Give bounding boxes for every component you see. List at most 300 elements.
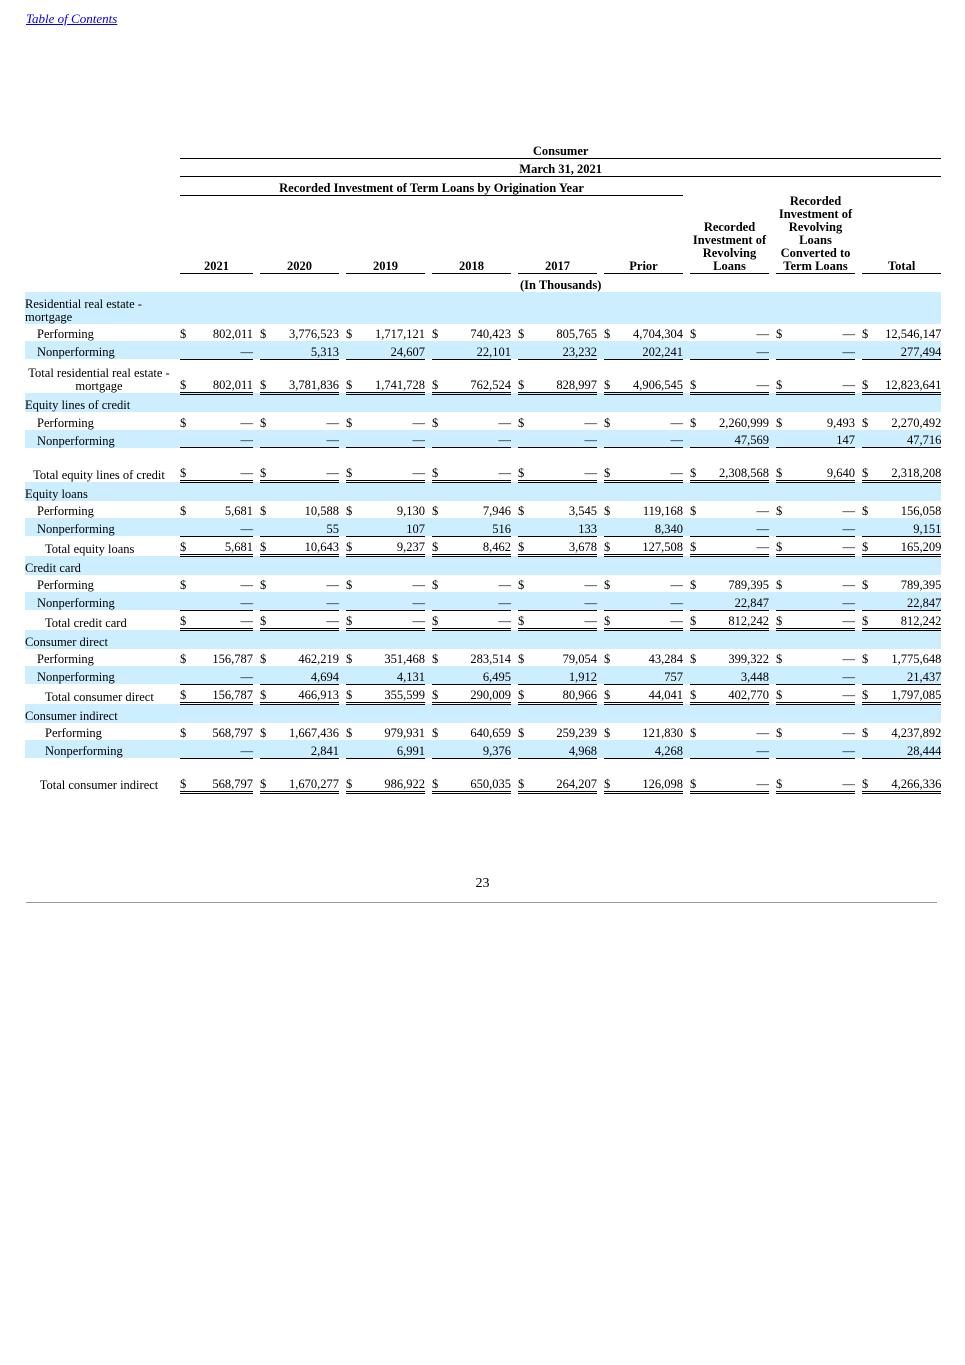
currency-symbol: $ [432, 536, 445, 556]
currency-symbol: $ [180, 327, 187, 341]
cell-value: — [359, 430, 425, 448]
cell-value: 202,241 [617, 341, 683, 359]
currency-symbol: $ [862, 448, 875, 482]
cell-value: 812,242 [703, 610, 769, 630]
cell-value: 812,242 [875, 610, 941, 630]
column-header: 2017 [518, 195, 597, 274]
currency-symbol: $ [180, 652, 187, 666]
currency-symbol [518, 592, 531, 610]
cell-value: — [703, 341, 769, 359]
currency-symbol: $ [690, 726, 697, 740]
cell-value: 10,643 [273, 536, 339, 556]
cell-value: 156,058 [900, 504, 942, 518]
currency-symbol [690, 666, 703, 684]
section-header-row [25, 393, 941, 412]
cell-value: — [531, 448, 597, 482]
cell-value: 3,678 [531, 536, 597, 556]
cell-value: — [193, 448, 253, 482]
cell-value: 9,493 [826, 415, 855, 430]
cell-value: 47,569 [703, 430, 769, 448]
header-row-segment [25, 140, 941, 158]
currency-symbol: $ [518, 415, 525, 430]
currency-symbol [776, 341, 789, 359]
currency-symbol: $ [180, 684, 193, 704]
cell-value: — [789, 740, 855, 758]
currency-symbol: $ [776, 578, 783, 592]
currency-symbol: $ [862, 652, 869, 666]
cell-value: — [703, 740, 769, 758]
currency-symbol [604, 341, 617, 359]
cell-value: — [445, 430, 511, 448]
currency-symbol: $ [776, 652, 783, 666]
currency-symbol: $ [432, 684, 445, 704]
cell-value: — [670, 415, 683, 430]
currency-symbol [180, 740, 193, 758]
currency-symbol: $ [690, 578, 697, 592]
column-header: 2021 [180, 195, 253, 274]
currency-symbol: $ [690, 610, 703, 630]
header-row-group [25, 177, 941, 196]
table-of-contents-link[interactable]: Table of Contents [26, 11, 118, 26]
period-date: March 31, 2021 [180, 158, 941, 177]
total-row [25, 610, 941, 630]
cell-value: — [703, 359, 769, 393]
nonperforming-row [25, 518, 941, 536]
currency-symbol [518, 666, 531, 684]
currency-symbol: $ [604, 758, 617, 792]
cell-value: — [789, 359, 855, 393]
cell-value: 79,054 [562, 652, 597, 666]
row-label: Nonperforming [25, 430, 173, 448]
cell-value: 290,009 [445, 684, 511, 704]
cell-value: 147 [789, 430, 855, 448]
currency-symbol: $ [604, 504, 611, 518]
cell-value: — [412, 578, 425, 592]
currency-symbol: $ [260, 327, 267, 341]
cell-value: — [193, 518, 253, 536]
cell-value: — [789, 592, 855, 610]
section-header-row [25, 704, 941, 723]
cell-value: 10,588 [304, 504, 339, 518]
cell-value: 23,232 [531, 341, 597, 359]
performing-row [25, 723, 941, 741]
currency-symbol: $ [604, 359, 617, 393]
cell-value: 351,468 [384, 652, 425, 666]
cell-value: 4,131 [359, 666, 425, 684]
cell-value: 22,101 [445, 341, 511, 359]
cell-value: 2,841 [273, 740, 339, 758]
cell-value: — [193, 740, 253, 758]
section-header-row [25, 482, 941, 501]
term-loans-group-title: Recorded Investment of Term Loans by Origination Year [180, 177, 683, 196]
cell-value: 4,237,892 [891, 726, 942, 740]
cell-value: 12,823,641 [875, 359, 941, 393]
currency-symbol: $ [180, 359, 193, 393]
currency-symbol: $ [346, 684, 359, 704]
currency-symbol: $ [862, 684, 875, 704]
row-label: Nonperforming [25, 341, 173, 359]
currency-symbol: $ [862, 726, 869, 740]
currency-symbol [260, 592, 273, 610]
cell-value: 22,847 [703, 592, 769, 610]
currency-symbol: $ [604, 684, 617, 704]
cell-value: 3,545 [568, 504, 597, 518]
cell-value: 1,797,085 [875, 684, 941, 704]
total-row [25, 448, 941, 482]
currency-symbol: $ [518, 578, 525, 592]
cell-value: — [789, 536, 855, 556]
currency-symbol: $ [346, 415, 353, 430]
cell-value: 9,237 [359, 536, 425, 556]
row-label: Total residential real estate - mortgage [28, 366, 170, 393]
cell-value: 3,776,523 [289, 327, 339, 341]
currency-symbol [776, 430, 789, 448]
cell-value: 44,041 [617, 684, 683, 704]
cell-value: — [240, 578, 253, 592]
currency-symbol [346, 666, 359, 684]
cell-value: 277,494 [875, 341, 941, 359]
performing-row [25, 501, 941, 519]
cell-value: — [670, 578, 683, 592]
currency-symbol: $ [776, 536, 789, 556]
cell-value: — [412, 415, 425, 430]
nonperforming-row [25, 592, 941, 610]
currency-symbol: $ [180, 448, 193, 482]
currency-symbol [518, 430, 531, 448]
currency-symbol: $ [346, 448, 359, 482]
currency-symbol: $ [776, 758, 789, 792]
header-row-date [25, 158, 941, 177]
currency-symbol [432, 592, 445, 610]
cell-value: 165,209 [875, 536, 941, 556]
cell-value: — [703, 518, 769, 536]
cell-value: 259,239 [556, 726, 597, 740]
cell-value: 9,151 [875, 518, 941, 536]
cell-value: 789,395 [728, 578, 769, 592]
row-label: Performing [37, 415, 94, 430]
total-row [25, 684, 941, 704]
row-label: Performing [37, 652, 94, 666]
cell-value: 24,607 [359, 341, 425, 359]
cell-value: — [789, 610, 855, 630]
cell-value: — [193, 666, 253, 684]
cell-value: — [193, 341, 253, 359]
cell-value: 43,284 [648, 652, 683, 666]
row-label: Nonperforming [25, 518, 173, 536]
cell-value: — [498, 415, 511, 430]
currency-symbol [180, 341, 193, 359]
currency-symbol [776, 666, 789, 684]
cell-value: 5,313 [273, 341, 339, 359]
cell-value: 1,775,648 [891, 652, 942, 666]
currency-symbol [346, 592, 359, 610]
segment-title: Consumer [180, 140, 941, 158]
cell-value: — [359, 610, 425, 630]
cell-value: 283,514 [470, 652, 511, 666]
currency-symbol [604, 592, 617, 610]
cell-value: 156,787 [212, 652, 253, 666]
consumer-loan-table [25, 140, 941, 794]
cell-value: 2,270,492 [891, 415, 942, 430]
cell-value: 2,318,208 [875, 448, 941, 482]
cell-value: — [842, 504, 855, 518]
cell-value: — [445, 592, 511, 610]
currency-symbol: $ [432, 652, 439, 666]
currency-symbol: $ [776, 327, 783, 341]
cell-value: 2,260,999 [719, 415, 769, 430]
currency-symbol [690, 518, 703, 536]
cell-value: 21,437 [875, 666, 941, 684]
cell-value: 402,770 [703, 684, 769, 704]
cell-value: — [789, 518, 855, 536]
cell-value: 640,659 [470, 726, 511, 740]
cell-value: 3,448 [703, 666, 769, 684]
currency-symbol: $ [518, 652, 525, 666]
currency-symbol: $ [432, 504, 439, 518]
currency-symbol: $ [862, 536, 875, 556]
currency-symbol: $ [776, 359, 789, 393]
currency-symbol: $ [604, 610, 617, 630]
currency-symbol: $ [346, 610, 359, 630]
currency-symbol: $ [690, 415, 697, 430]
currency-symbol [346, 430, 359, 448]
row-label: Performing [37, 504, 94, 518]
currency-symbol: $ [346, 652, 353, 666]
cell-value: — [531, 610, 597, 630]
cell-value: — [756, 327, 769, 341]
currency-symbol [862, 740, 875, 758]
cell-value: 762,524 [445, 359, 511, 393]
cell-value: 55 [273, 518, 339, 536]
cell-value: — [326, 415, 339, 430]
row-label: Performing [37, 327, 94, 341]
currency-symbol: $ [690, 652, 697, 666]
cell-value: 5,681 [224, 504, 253, 518]
cell-value: 802,011 [193, 359, 253, 393]
column-header-row [25, 195, 941, 274]
row-label: Performing [37, 578, 94, 592]
cell-value: — [273, 448, 339, 482]
cell-value: 466,913 [273, 684, 339, 704]
cell-value: 740,423 [470, 327, 511, 341]
cell-value: 133 [531, 518, 597, 536]
currency-symbol: $ [260, 610, 273, 630]
performing-row [25, 412, 941, 430]
currency-symbol [862, 666, 875, 684]
currency-symbol [432, 518, 445, 536]
currency-symbol: $ [862, 415, 869, 430]
currency-symbol: $ [432, 610, 445, 630]
cell-value: — [359, 592, 425, 610]
column-header: 2018 [432, 195, 511, 274]
cell-value: 5,681 [193, 536, 253, 556]
nonperforming-row [25, 430, 941, 448]
cell-value: — [756, 504, 769, 518]
row-label: Total consumer indirect [39, 778, 159, 792]
cell-value: 6,495 [445, 666, 511, 684]
cell-value: 462,219 [298, 652, 339, 666]
currency-symbol [260, 666, 273, 684]
total-row [25, 359, 941, 393]
currency-symbol [690, 740, 703, 758]
currency-symbol [604, 666, 617, 684]
cell-value: 979,931 [384, 726, 425, 740]
currency-symbol: $ [690, 327, 697, 341]
currency-symbol: $ [260, 536, 273, 556]
cell-value: 568,797 [212, 726, 253, 740]
currency-symbol: $ [518, 536, 531, 556]
currency-symbol: $ [432, 578, 439, 592]
cell-value: 12,546,147 [885, 327, 942, 341]
cell-value: 4,266,336 [875, 758, 941, 792]
currency-symbol [604, 430, 617, 448]
row-label: Nonperforming [25, 666, 173, 684]
row-label: Total equity lines of credit [33, 467, 165, 482]
currency-symbol: $ [346, 726, 353, 740]
currency-symbol: $ [776, 415, 783, 430]
cell-value: — [617, 592, 683, 610]
performing-row [25, 324, 941, 342]
currency-symbol: $ [690, 359, 703, 393]
cell-value: — [789, 684, 855, 704]
column-header: Total [862, 195, 941, 274]
row-label: Nonperforming [25, 740, 173, 758]
column-header: 2020 [260, 195, 339, 274]
currency-symbol [346, 518, 359, 536]
currency-symbol [180, 518, 193, 536]
currency-symbol: $ [518, 684, 531, 704]
cell-value: 1,912 [531, 666, 597, 684]
cell-value: — [445, 610, 511, 630]
currency-symbol [346, 740, 359, 758]
section-title: Equity loans [25, 482, 173, 501]
cell-value: 8,340 [617, 518, 683, 536]
currency-symbol: $ [180, 536, 193, 556]
currency-symbol: $ [862, 359, 875, 393]
section-title: Equity lines of credit [25, 393, 173, 412]
currency-symbol [260, 430, 273, 448]
cell-value: — [789, 341, 855, 359]
currency-symbol [180, 666, 193, 684]
cell-value: — [584, 578, 597, 592]
currency-symbol: $ [776, 448, 789, 482]
cell-value: — [193, 592, 253, 610]
cell-value: — [617, 610, 683, 630]
currency-symbol: $ [346, 758, 359, 792]
currency-symbol [180, 430, 193, 448]
cell-value: 757 [617, 666, 683, 684]
currency-symbol: $ [862, 327, 869, 341]
currency-symbol: $ [690, 758, 703, 792]
currency-symbol: $ [776, 504, 783, 518]
row-label: Total credit card [45, 615, 127, 630]
cell-value: 1,741,728 [359, 359, 425, 393]
cell-value: 156,787 [193, 684, 253, 704]
currency-symbol [260, 740, 273, 758]
currency-symbol [432, 430, 445, 448]
cell-value: 126,098 [617, 758, 683, 792]
cell-value: 9,376 [445, 740, 511, 758]
cell-value: 80,966 [531, 684, 597, 704]
currency-symbol [690, 341, 703, 359]
currency-symbol: $ [604, 652, 611, 666]
currency-symbol: $ [862, 578, 869, 592]
cell-value: 1,717,121 [375, 327, 425, 341]
currency-symbol: $ [432, 327, 439, 341]
cell-value: 9,640 [789, 448, 855, 482]
row-label: Total consumer direct [45, 689, 154, 704]
currency-symbol [776, 740, 789, 758]
currency-symbol: $ [604, 578, 611, 592]
cell-value: — [193, 610, 253, 630]
cell-value: — [273, 430, 339, 448]
cell-value: — [617, 430, 683, 448]
currency-symbol [862, 518, 875, 536]
cell-value: — [584, 415, 597, 430]
cell-value: 4,968 [531, 740, 597, 758]
currency-symbol: $ [432, 415, 439, 430]
cell-value: 7,946 [482, 504, 511, 518]
currency-symbol [776, 518, 789, 536]
currency-symbol: $ [518, 758, 531, 792]
currency-symbol [346, 341, 359, 359]
currency-symbol: $ [346, 359, 359, 393]
cell-value: 789,395 [900, 578, 942, 592]
cell-value: — [703, 536, 769, 556]
currency-symbol: $ [690, 684, 703, 704]
units-label: (In Thousands) [519, 277, 602, 292]
currency-symbol: $ [260, 652, 267, 666]
cell-value: — [531, 430, 597, 448]
cell-value: 650,035 [445, 758, 511, 792]
cell-value: — [842, 652, 855, 666]
currency-symbol: $ [180, 578, 187, 592]
section-title: Consumer direct [25, 630, 173, 649]
cell-value: — [789, 666, 855, 684]
cell-value: 4,694 [273, 666, 339, 684]
currency-symbol [862, 430, 875, 448]
cell-value: 355,599 [359, 684, 425, 704]
currency-symbol [604, 740, 617, 758]
currency-symbol: $ [346, 578, 353, 592]
performing-row [25, 649, 941, 667]
row-label: Performing [45, 726, 102, 740]
units-row [25, 274, 941, 292]
currency-symbol: $ [180, 758, 193, 792]
cell-value: — [703, 758, 769, 792]
cell-value: 264,207 [531, 758, 597, 792]
currency-symbol: $ [862, 758, 875, 792]
currency-symbol: $ [260, 758, 273, 792]
cell-value: 121,830 [642, 726, 683, 740]
currency-symbol: $ [260, 448, 273, 482]
currency-symbol: $ [260, 578, 267, 592]
cell-value: 127,508 [617, 536, 683, 556]
currency-symbol: $ [862, 610, 875, 630]
cell-value: 2,308,568 [703, 448, 769, 482]
column-header: Recorded Investment of Revolving Loans Converted to Term Loans [776, 195, 855, 274]
currency-symbol: $ [260, 504, 267, 518]
section-header-row [25, 630, 941, 649]
currency-symbol: $ [346, 504, 353, 518]
section-title: Consumer indirect [25, 704, 173, 723]
currency-symbol: $ [776, 726, 783, 740]
cell-value: 516 [445, 518, 511, 536]
currency-symbol [260, 341, 273, 359]
currency-symbol: $ [604, 536, 617, 556]
currency-symbol: $ [260, 359, 273, 393]
currency-symbol: $ [518, 359, 531, 393]
